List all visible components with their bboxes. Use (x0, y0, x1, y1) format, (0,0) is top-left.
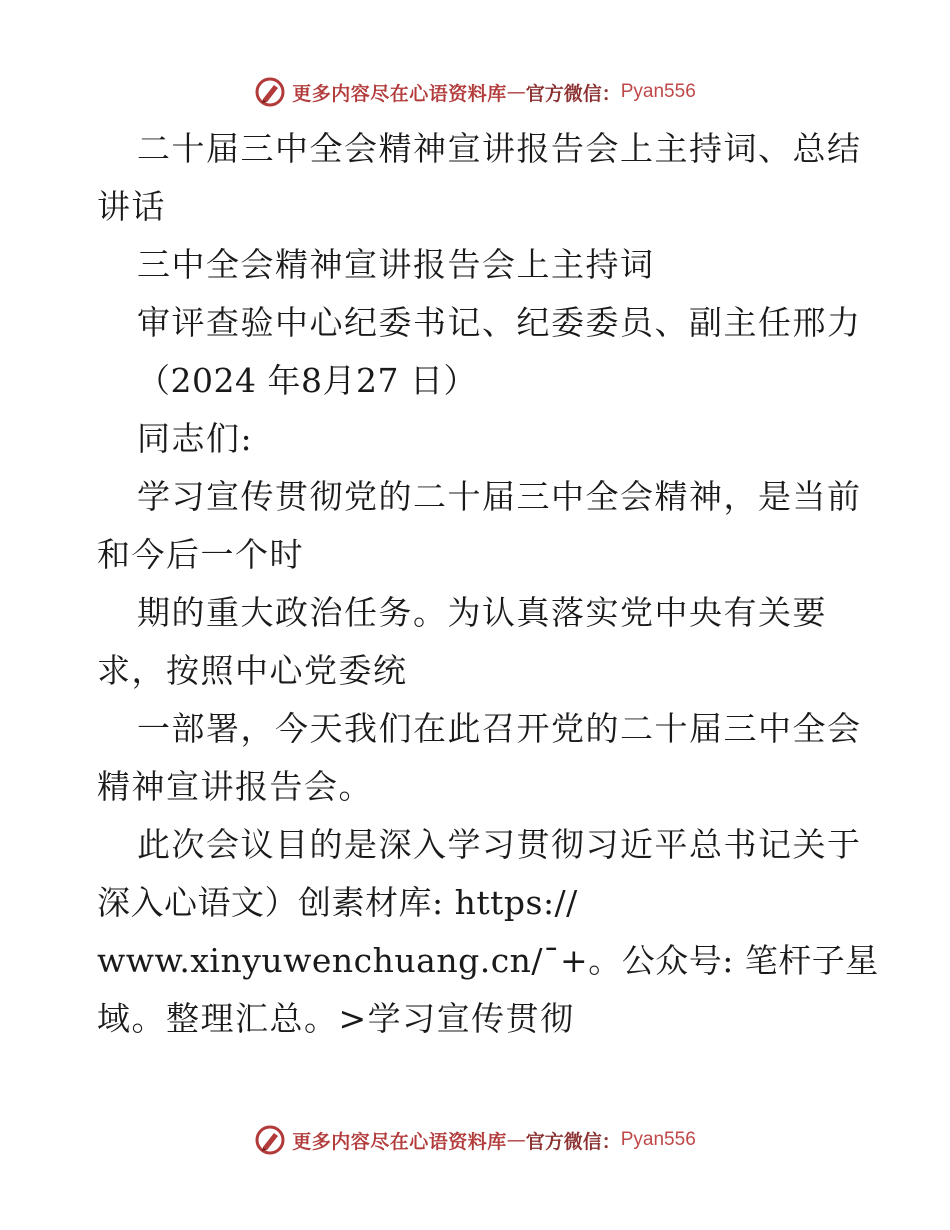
watermark-dash: — (506, 81, 526, 103)
document-body (97, 120, 879, 1048)
text-line: 深入心语文）创素材库: https:// (97, 883, 578, 922)
text-line: 同志们: (137, 419, 254, 458)
text-line: 域。整理汇总。>学习宣传贯彻 (97, 999, 575, 1038)
watermark-id: Pyan556 (620, 81, 696, 102)
text-line: 和今后一个时 (97, 535, 304, 574)
pen-logo-icon (254, 1124, 286, 1156)
text-line: 二十届三中全会精神宣讲报告会上主持词、总结 (137, 129, 862, 168)
text-line: 求，按照中心党委统 (97, 651, 408, 690)
text-line: 三中全会精神宣讲报告会上主持词 (137, 245, 655, 284)
text-line: 审评查验中心纪委书记、纪委委员、副主任邢力 (137, 303, 862, 342)
watermark-text: 更多内容尽在心语资料库 (292, 1130, 507, 1153)
watermark-label: 官方微信： (525, 1130, 621, 1153)
text-line: 学习宣传贯彻党的二十届三中全会精神，是当前 (137, 477, 862, 516)
text-line: www.xinyuwenchuang.cn/¯+。公众号: 笔杆子星 (97, 941, 879, 980)
text-line: 一部署，今天我们在此召开党的二十届三中全会 (137, 709, 862, 748)
text-line: 此次会议目的是深入学习贯彻习近平总书记关于 (137, 825, 862, 864)
text-line: 讲话 (97, 187, 166, 226)
header-watermark (0, 72, 950, 112)
text-line: 期的重大政治任务。为认真落实党中央有关要 (137, 593, 827, 632)
text-line: 精神宣讲报告会。 (97, 767, 373, 806)
watermark-text: 更多内容尽在心语资料库 (292, 82, 507, 105)
watermark-label: 官方微信： (525, 82, 621, 105)
footer-watermark (0, 1120, 950, 1160)
watermark-dash: — (506, 1129, 526, 1151)
text-line: （2024 年8月27 日） (137, 361, 477, 400)
pen-logo-icon (254, 76, 286, 108)
watermark-id: Pyan556 (620, 1129, 696, 1150)
